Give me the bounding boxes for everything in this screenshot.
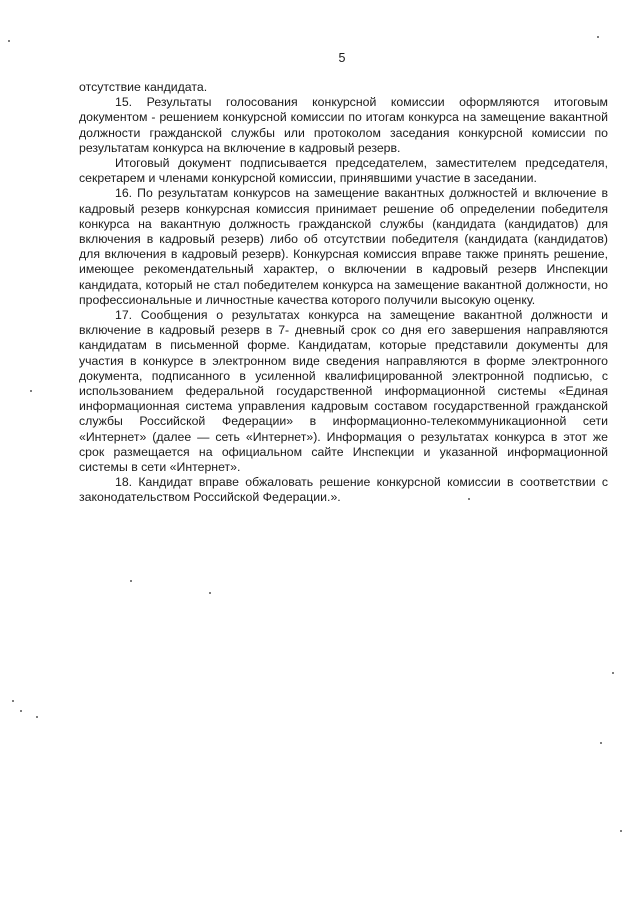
scan-speck (36, 716, 38, 718)
paragraph-17: 17. Сообщения о результатах конкурса на замещение вакантной должности и включение в кадровый резерв в 7- дневный срок со дня его завершения направляются кандидатам в письменной форме. Кандидатам, которые представили документы для участия в конкурсе в электронном виде сведения направляются в форме электронного документа, подписанного в усиленной квалифицированной электронной подписью, с использованием федеральной государственной информационной системы «Единая информационная система управления кадровым составом государственной гражданской службы Российской Федерации» в информационно-телекоммуникационной сети «Интернет» (далее — сеть «Интернет»). Информация о результатах конкурса в этот же срок размещается на официальном сайте Инспекции и указанной информационной системы в сети «Интернет». (79, 308, 608, 475)
scan-speck (597, 36, 599, 38)
scan-speck (130, 580, 132, 582)
paragraph-signing: Итоговый документ подписывается председателем, заместителем председателя, секретарем и членами конкурсной комиссии, принявшими участие в заседании. (79, 156, 608, 186)
document-body (79, 80, 608, 506)
scan-speck (612, 672, 614, 674)
scan-speck (30, 390, 32, 392)
paragraph-continuation: отсутствие кандидата. (79, 80, 208, 94)
scan-speck (620, 830, 622, 832)
page-number: 5 (338, 51, 346, 65)
paragraph-16: 16. По результатам конкурсов на замещение вакантных должностей и включение в кадровый резерв конкурсная комиссия принимает решение об определении победителя конкурса на вакантную должность гражданской службы (кандидата (кандидатов) для включения в кадровый резерв) либо об отсутствии победителя (кандидата (кандидатов) для включения в кадровый резерв). Конкурсная комиссия вправе также принять решение, имеющее рекомендательный характер, о включении в кадровый резерв Инспекции кандидата, который не стал победителем конкурса на замещение вакантной должности, но профессиональные и личностные качества которого получили высокую оценку. (79, 186, 608, 307)
paragraph-18: 18. Кандидат вправе обжаловать решение конкурсной комиссии в соответствии с законодательством Российской Федерации.». (79, 475, 608, 505)
scan-speck (12, 700, 14, 702)
scan-speck (8, 40, 10, 42)
scan-speck (209, 592, 211, 594)
scan-speck (468, 498, 470, 500)
paragraph-15: 15. Результаты голосования конкурсной комиссии оформляются итоговым документом - решением конкурсной комиссии по итогам конкурса на замещение вакантной должности гражданской службы или протоколом заседания конкурсной комиссии по результатам конкурса на включение в кадровый резерв. (79, 95, 608, 155)
scan-speck (20, 710, 22, 712)
scan-speck (600, 742, 602, 744)
